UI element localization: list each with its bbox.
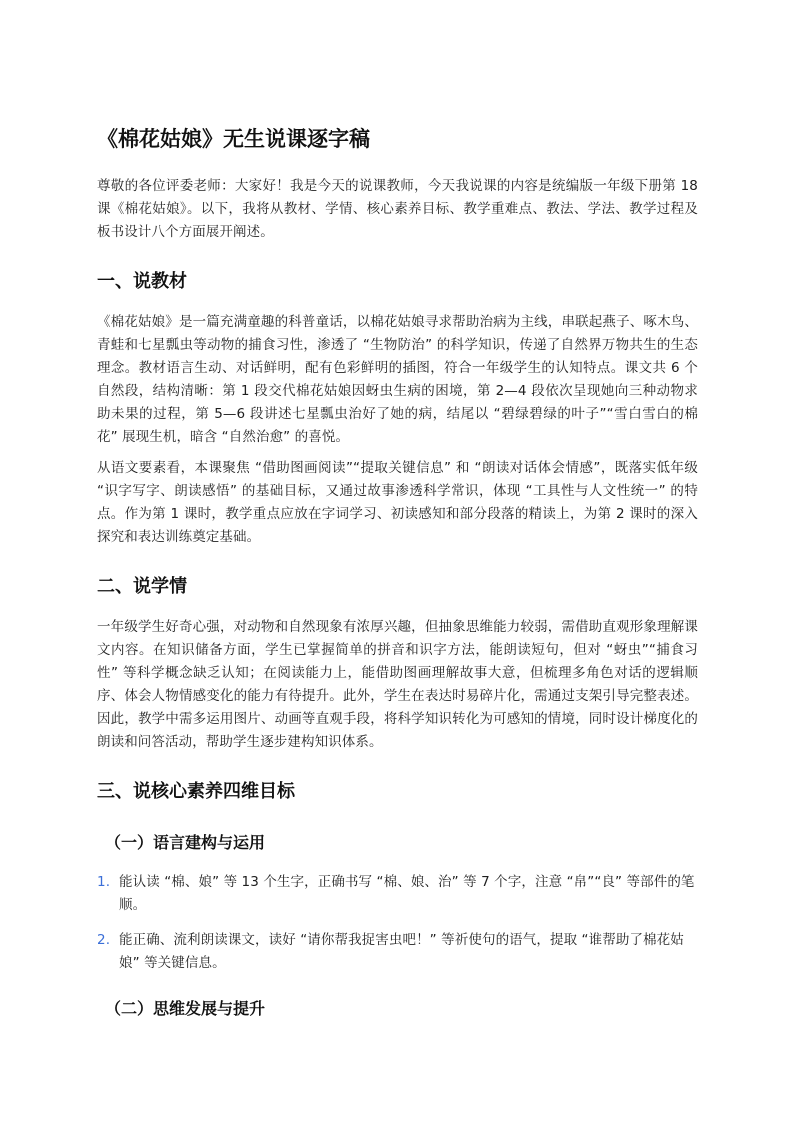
textbook-paragraph: 《棉花姑娘》是一篇充满童趣的科普童话，以棉花姑娘寻求帮助治病为主线，串联起燕子、啄木鸟、青蛙和七星瓢虫等动物的捕食习性，渗透了 “生物防治” 的科学知识，传递了自然界万物共生的生态理念。教材语言生动、对话鲜明，配有色彩鲜明的插图，符合一年级学生的认知特点。课文共 6 个自然段，结构清晰：第 1 段交代棉花姑娘因蚜虫生病的困境，第 2—4 段依次呈现她向三种动物求助未果的过程，第 5—6 段讲述七星瓢虫治好了她的病，结尾以 “碧绿碧绿的叶子”“雪白雪白的棉花” 展现生机，暗含 “自然治愈” 的喜悦。: [97, 314, 698, 445]
textbook-paragraph: 从语文要素看，本课聚焦 “借助图画阅读”“提取关键信息” 和 “朗读对话体会情感”，既落实低年级 “识字写字、朗读感悟” 的基础目标，又通过故事渗透科学常识，体现 “工具性与人文性统一” 的特点。作为第 1 课时，教学重点应放在字词学习、初读感知和部分段落的精读上，为第 2 课时的深入探究和表达训练奠定基础。: [97, 460, 698, 545]
goal-list: [97, 871, 698, 975]
section-heading-textbook: 一、说教材: [97, 271, 187, 292]
subsection-heading-thinking: （二）思维发展与提升: [105, 999, 266, 1018]
list-number: 2.: [97, 932, 111, 948]
section-heading-goals: 三、说核心素养四维目标: [97, 781, 295, 802]
document-title: 《棉花姑娘》无生说课逐字稿: [97, 127, 370, 151]
list-item: [97, 871, 698, 917]
intro-paragraph: 尊敬的各位评委老师：大家好！我是今天的说课教师，今天我说课的内容是统编版一年级下册第 18 课《棉花姑娘》。以下，我将从教材、学情、核心素养目标、教学重难点、教法、学法、教学过程及板书设计八个方面展开阐述。: [97, 178, 698, 240]
list-item: [97, 929, 698, 975]
list-number: 1.: [97, 874, 111, 890]
learners-paragraph: 一年级学生好奇心强，对动物和自然现象有浓厚兴趣，但抽象思维能力较弱，需借助直观形象理解课文内容。在知识储备方面，学生已掌握简单的拼音和识字方法，能朗读短句，但对 “蚜虫”“捕食习性” 等科学概念缺乏认知；在阅读能力上，能借助图画理解故事大意，但梳理多角色对话的逻辑顺序、体会人物情感变化的能力有待提升。此外，学生在表达时易碎片化，需通过支架引导完整表述。因此，教学中需多运用图片、动画等直观手段，将科学知识转化为可感知的情境，同时设计梯度化的朗读和问答活动，帮助学生逐步建构知识体系。: [97, 619, 698, 750]
subsection-heading-language: （一）语言建构与运用: [105, 833, 266, 852]
list-item-text: 能认读 “棉、娘” 等 13 个生字，正确书写 “棉、娘、治” 等 7 个字，注意 “帛”“良” 等部件的笔顺。: [119, 874, 695, 913]
list-item-text: 能正确、流利朗读课文，读好 “请你帮我捉害虫吧！” 等祈使句的语气，提取 “谁帮助了棉花姑娘” 等关键信息。: [119, 932, 684, 971]
section-heading-learners: 二、说学情: [97, 576, 187, 597]
